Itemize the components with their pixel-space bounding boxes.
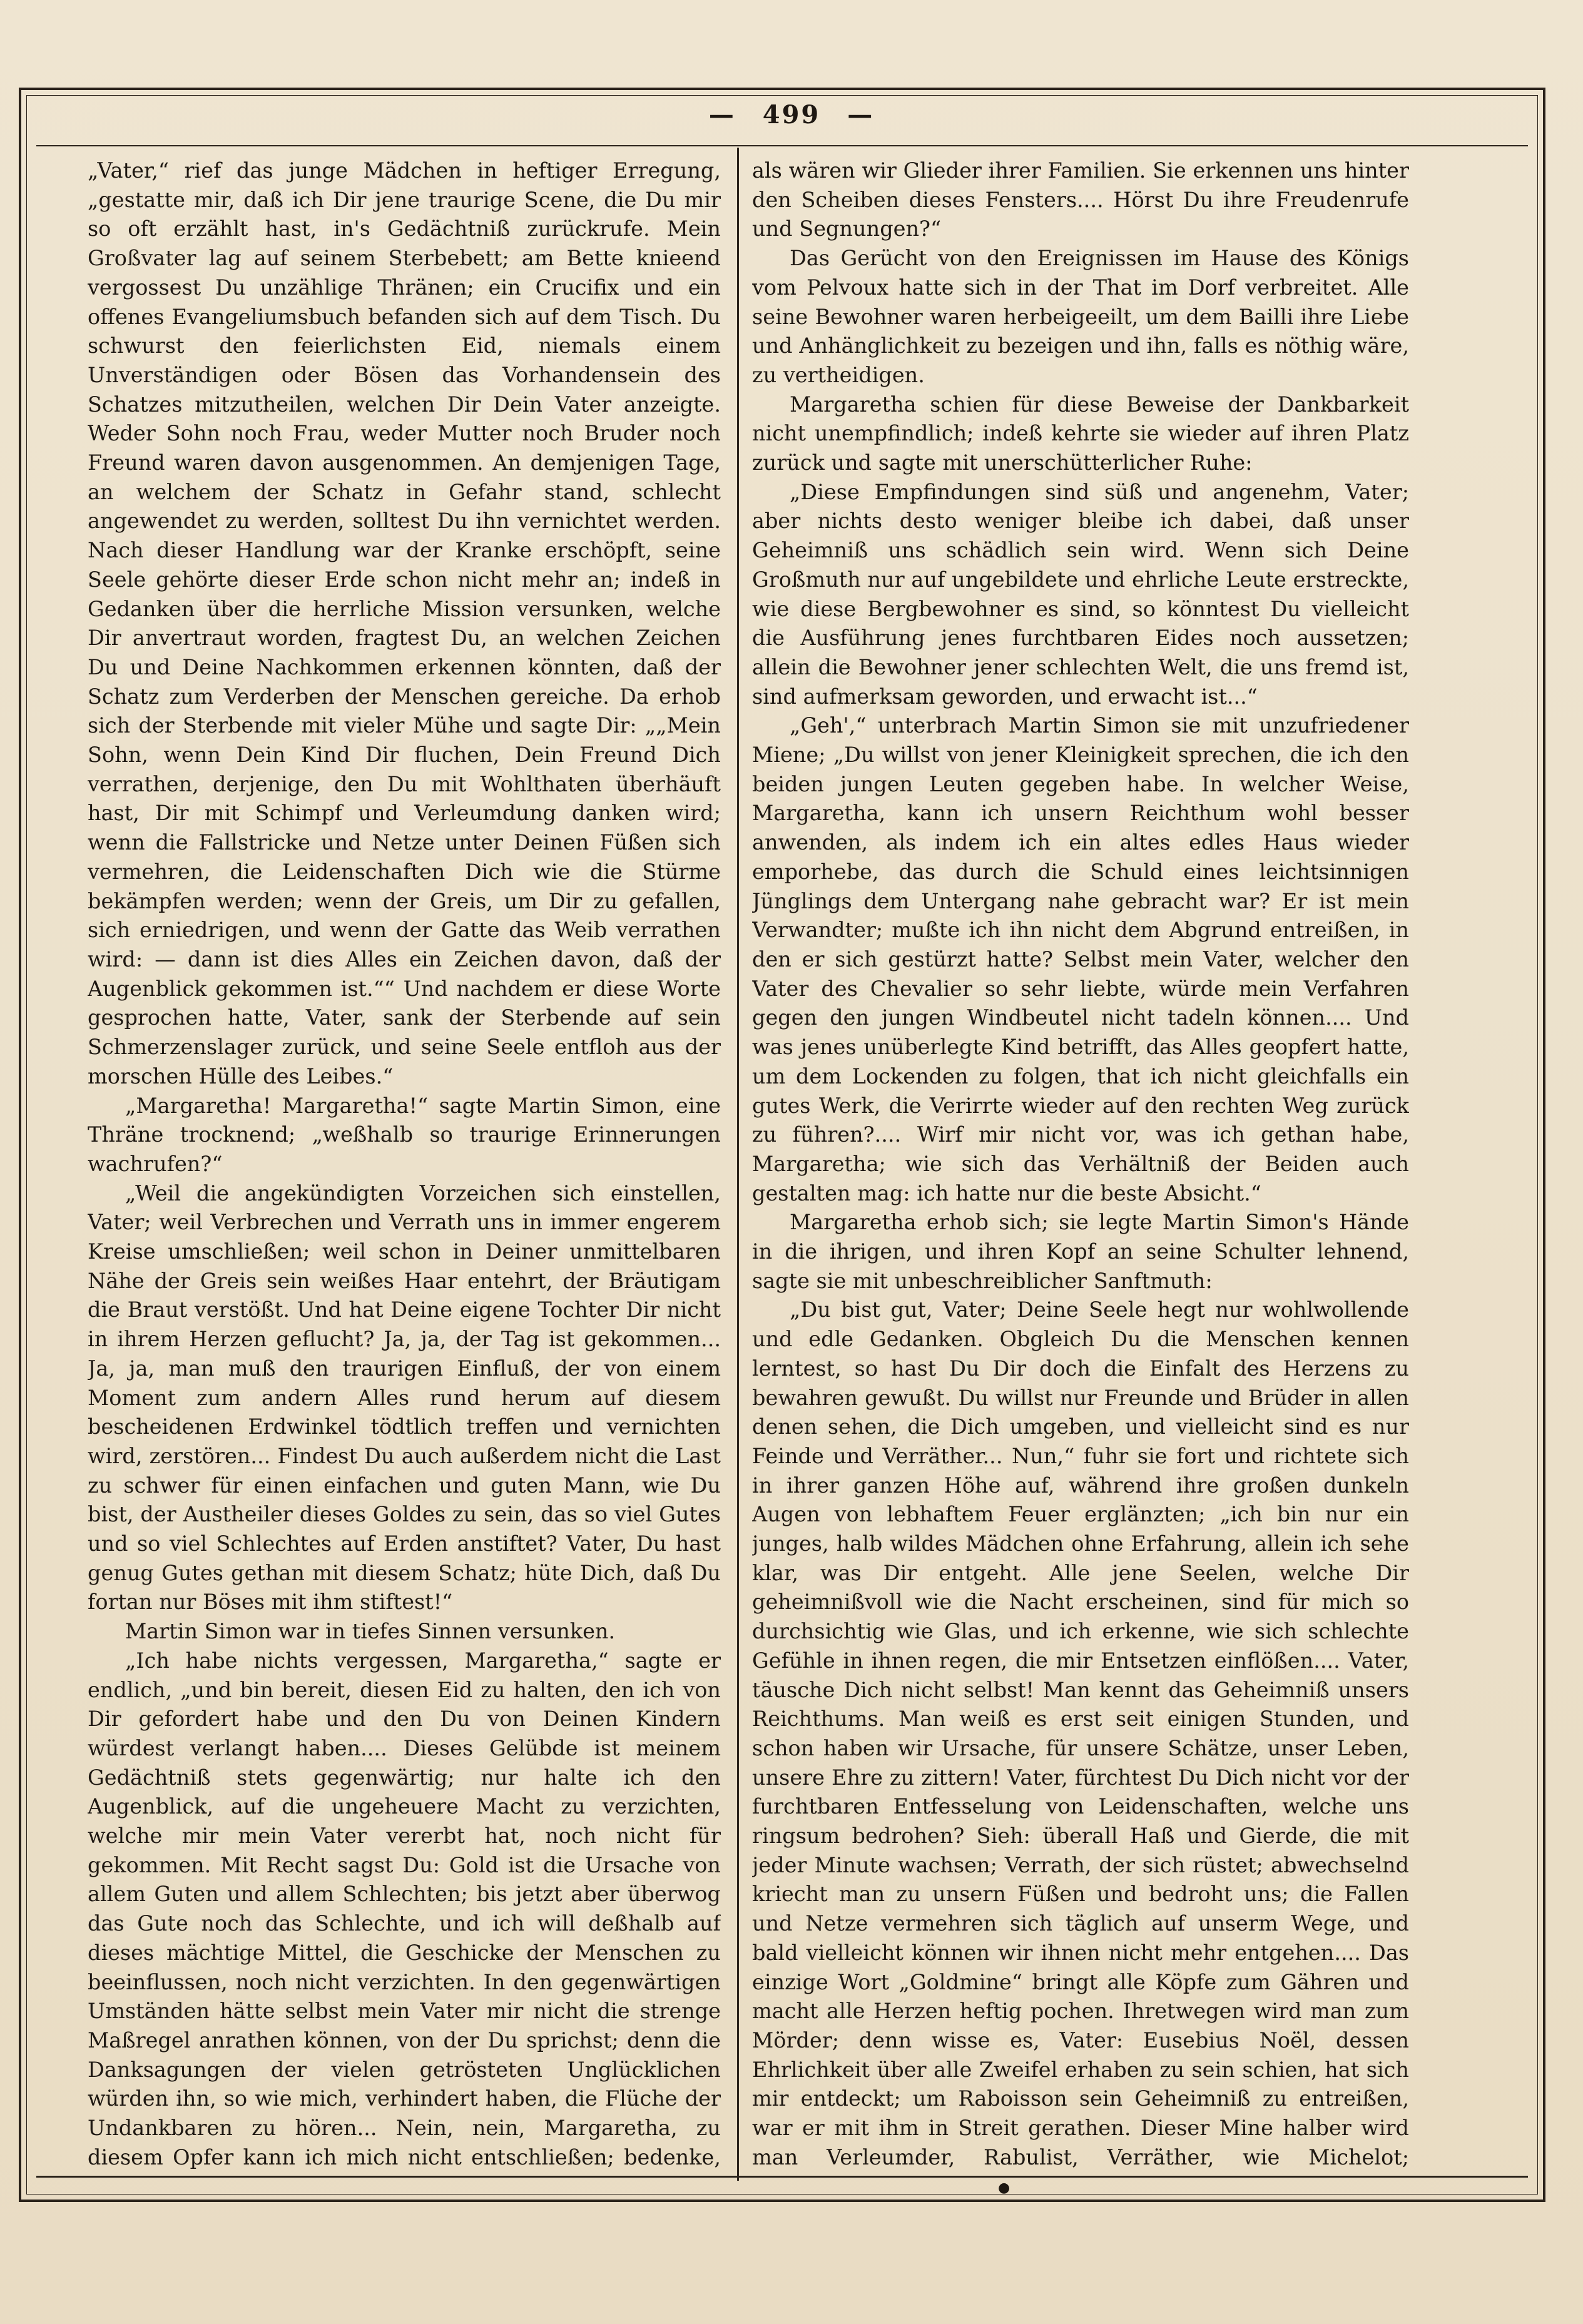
column-divider xyxy=(737,148,739,2181)
paragraph: „Diese Empfindungen sind süß und angenehm, Vater; aber nichts desto weniger bleibe ich dabei, daß unser Geheimniß uns schädlich sein wird. Wenn sich Deine Großmuth nur auf ungebildete und ehrliche Leute erstreckte, wie diese Bergbewohner es sind, so könntest Du vielleicht die Ausführung jenes furchtbaren Eides noch aussetzen; allein die Bewohner jener schlechten Welt, die uns fremd ist, sind aufmerksam geworden, und erwacht ist...“ xyxy=(752,479,1409,709)
paragraph: „Ich habe nichts vergessen, Margaretha,“ sagte er endlich, „und bin bereit, diesen Eid zu halten, den ich von Dir gefordert habe und den Du von Deinen Kindern würdest verlangt haben.... Dieses Gelübde ist meinem Gedächtniß stets gegenwärtig; nur halte ich den Augenblick, auf die ungeheuere Macht zu verzichten, welche mir mein Vater vererbt hat, noch nicht für gekommen. Mit Recht sagst Du: Gold ist die Ursache von allem Guten und allem Schlechten; bis jetzt aber überwog das Gute noch das Schlechte, und ich will deßhalb auf dieses mächtige Mittel, die Geschicke der Menschen zu beeinflussen, noch nicht verzichten. In den gegenwärtigen Umständen hätte selbst mein Vater mir nicht die strenge Maßregel anrathen können, von der Du sprichst; denn die Danksagungen der vielen getrösteten Unglücklichen würden ihn, so wie mich, verhindert haben, die Flüche der Undankbaren zu hören... Nein, nein, Margaretha, zu diesem Opfer kann ich mich nicht entschließen; bedenke, xyxy=(88,1648,721,2169)
paragraph: „Du bist gut, Vater; Deine Seele hegt nur wohlwollende und edle Gedanken. Obgleich Du die Menschen kennen lerntest, so hast Du Dir doch die Einfalt des Herzens zu bewahren gewußt. Du willst nur Freunde und Brüder in allen denen sehen, die Dich umgeben, und vielleicht sind es nur Feinde und Verräther... Nun,“ fuhr sie fort und richtete sich in ihrer ganzen Höhe auf, während ihre großen dunkeln Augen von lebhaftem Feuer erglänzten; „ich bin nur ein junges, halb wildes Mädchen ohne Erfahrung, allein ich sehe klar, was Dir entgeht. Alle jene Seelen, welche Dir geheimnißvoll wie die Nacht erscheinen, sind für mich so durchsichtig wie Glas, und ich erkenne, wie sich schlechte Gefühle in ihnen regen, die mir Entsetzen einflößen.... Vater, täusche Dich nicht selbst! Man kennt das Geheimniß unsers Reichthums. Man weiß es erst seit einigen Stunden, und schon haben wir Ursache, für unsere Schätze, unser Leben, unsere Ehre zu zittern! Vater, fürchtest Du Dich nicht vor der furchtbaren Entfesselung von Leidenschaften, welche uns ringsum bedrohen? Sieh: überall Haß und Gierde, die mit jeder Minute wachsen; Verrath, der sich rüstet; abwechselnd kriecht man zu unsern Füßen und bedroht uns; die Fallen und Netze vermehren sich täglich auf unserm Wege, und bald vielleicht können wir ihnen nicht mehr entgehen.... Das einzige Wort „Goldmine“ bringt alle Köpfe zum Gähren und macht alle Herzen heftig pochen. Ihretwegen wird man zum Mörder; denn wisse es, Vater: Eusebius Noël, dessen Ehrlichkeit über alle Zweifel erhaben zu sein schien, hat sich mir entdeckt; um Raboisson sein Geheimniß zu entreißen, war er mit ihm in Streit gerathen. Dieser Mine halber wird man Verleumder, Rabulist, Verräther, wie Michelot; xyxy=(752,1297,1409,2169)
page-number: 499 xyxy=(762,100,821,129)
page-header xyxy=(0,100,1583,129)
paragraph: „Geh',“ unterbrach Martin Simon sie mit unzufriedener Miene; „Du willst von jener Kleinigkeit sprechen, die ich den beiden jungen Leuten gegeben habe. In welcher Weise, Margaretha, kann ich unsern Reichthum wohl besser anwenden, als indem ich ein altes edles Haus wieder emporhebe, das durch die Schuld eines leichtsinnigen Jünglings dem Untergang nahe gebracht war? Er ist mein Verwandter; mußte ich ihn nicht dem Abgrund entreißen, in den er sich gestürzt hatte? Selbst mein Vater, welcher den Vater des Chevalier so sehr liebte, würde mein Verfahren gegen den jungen Windbeutel nicht tadeln können.... Und was jenes unüberlegte Kind betrifft, das Alles geopfert hatte, um dem Lockenden zu folgen, that ich nicht gleichfalls ein gutes Werk, die Verirrte wieder auf den rechten Weg zurück zu führen?.... Wirf mir nicht vor, was ich gethan habe, Margaretha; wie sich das Verhältniß der Beiden auch gestalten mag: ich hatte nur die beste Absicht.“ xyxy=(752,713,1409,1205)
paragraph: „Weil die angekündigten Vorzeichen sich einstellen, Vater; weil Verbrechen und Verrath uns in immer engerem Kreise umschließen; weil schon in Deiner unmittelbaren Nähe der Greis sein weißes Haar entehrt, der Bräutigam die Braut verstößt. Und hat Deine eigene Tochter Dir nicht in ihrem Herzen geflucht? Ja, ja, der Tag ist gekommen... Ja, ja, man muß den traurigen Einfluß, der von einem Moment zum andern Alles rund herum auf diesem bescheidenen Erdwinkel tödtlich treffen und vernichten wird, zerstören... Findest Du auch außerdem nicht die Last zu schwer für einen einfachen und guten Mann, wie Du bist, der Austheiler dieses Goldes zu sein, das so viel Gutes und so viel Schlechtes auf Erden anstiftet? Vater, Du hast genug Gutes gethan mit diesem Schatz; hüte Dich, daß Du fortan nur Böses mit ihm stiftest!“ xyxy=(88,1180,721,1615)
paragraph: Martin Simon war in tiefes Sinnen versunken. xyxy=(125,1619,616,1644)
header-dash-right: — xyxy=(847,100,875,129)
right-column xyxy=(752,156,1409,2171)
footer-rule xyxy=(36,2176,1528,2178)
paragraph: „Vater,“ rief das junge Mädchen in heftiger Erregung, „gestatte mir, daß ich Dir jene traurige Scene, die Du mir so oft erzählt hast, in's Gedächtniß zurückrufe. Mein Großvater lag auf seinem Sterbebett; am Bette knieend vergossest Du unzählige Thränen; ein Crucifix und ein offenes Evangeliumsbuch befanden sich auf dem Tisch. Du schwurst den feierlichsten Eid, niemals einem Unverständigen oder Bösen das Vorhandensein des Schatzes mitzutheilen, welchen Dir Dein Vater anzeigte. Weder Sohn noch Frau, weder Mutter noch Bruder noch Freund waren davon ausgenommen. An demjenigen Tage, an welchem der Schatz in Gefahr stand, schlecht angewendet zu werden, solltest Du ihn vernichtet werden. Nach dieser Handlung war der Kranke erschöpft, seine Seele gehörte dieser Erde schon nicht mehr an; indeß in Gedanken über die herrliche Mission versunken, welche Dir anvertraut worden, fragtest Du, an welchen Zeichen Du und Deine Nachkommen erkennen könnten, daß der Schatz zum Verderben der Menschen gereiche. Da erhob sich der Sterbende mit vieler Mühe und sagte Dir: „„Mein Sohn, wenn Dein Kind Dir fluchen, Dein Freund Dich verrathen, derjenige, den Du mit Wohlthaten überhäuft hast, Dir mit Schimpf und Verleumdung danken wird; wenn die Fallstricke und Netze unter Deinen Füßen sich vermehren, die Leidenschaften Dich wie die Stürme bekämpfen werden; wenn der Greis, um Dir zu gefallen, sich erniedrigen, und wenn der Gatte das Weib verrathen wird: — dann ist dies Alles ein Zeichen davon, daß der Augenblick gekommen ist.““ Und nachdem er diese Worte gesprochen hatte, Vater, sank der Sterbende auf sein Schmerzenslager zurück, und seine Seele entfloh aus der morschen Hülle des Leibes.“ xyxy=(88,158,721,1088)
paragraph: Das Gerücht von den Ereignissen im Hause des Königs vom Pelvoux hatte sich in der That im Dorf verbreitet. Alle seine Bewohner waren herbeigeeilt, um dem Bailli ihre Liebe und Anhänglichkeit zu bezeigen und ihn, falls es nöthig wäre, zu vertheidigen. xyxy=(752,246,1409,387)
header-rule xyxy=(36,145,1528,146)
paragraph: Margaretha schien für diese Beweise der Dankbarkeit nicht unempfindlich; indeß kehrte sie wieder auf ihren Platz zurück und sagte mit unerschütterlicher Ruhe: xyxy=(752,392,1409,475)
paragraph: Margaretha erhob sich; sie legte Martin Simon's Hände in die ihrigen, und ihren Kopf an seine Schulter lehnend, sagte sie mit unbeschreiblicher Sanftmuth: xyxy=(752,1210,1409,1293)
footer-ornament: ● xyxy=(998,2180,1010,2196)
left-column xyxy=(88,156,721,2171)
header-dash-left: — xyxy=(708,100,736,129)
paragraph: „Margaretha! Margaretha!“ sagte Martin Simon, eine Thräne trocknend; „weßhalb so traurige Erinnerungen wachrufen?“ xyxy=(88,1093,721,1176)
paragraph: als wären wir Glieder ihrer Familien. Sie erkennen uns hinter den Scheiben dieses Fensters.... Hörst Du ihre Freudenrufe und Segnungen?“ xyxy=(752,158,1409,241)
